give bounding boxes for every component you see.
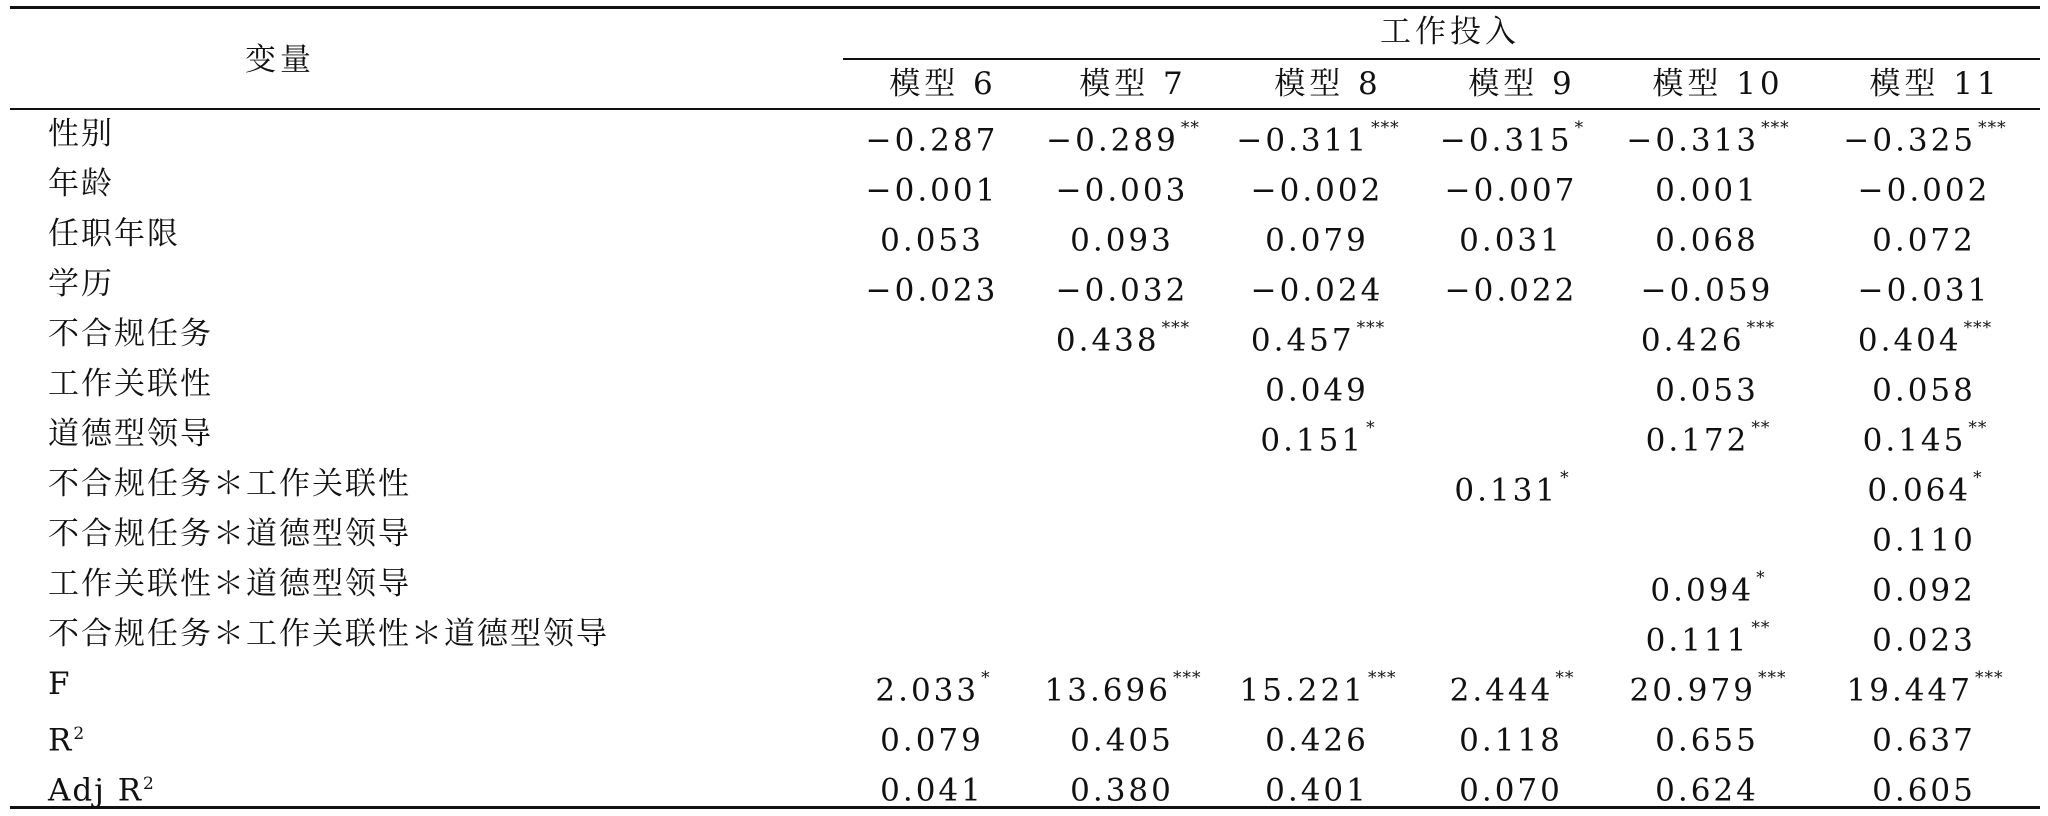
coefficient-cell: [838, 264, 1028, 310]
row-label-text: 任职年限: [48, 216, 180, 252]
coefficient-cell: [1830, 314, 2020, 360]
row-label-text: R: [48, 722, 74, 759]
coefficient-value: −0.023: [865, 272, 999, 309]
coefficient-cell: [1830, 514, 2020, 560]
coefficient-cell: [1223, 664, 1413, 710]
coefficient-cell: [1613, 764, 1803, 810]
row-label-text: Adj R: [48, 772, 144, 809]
significance-stars: ***: [1172, 668, 1202, 688]
significance-stars: ***: [1746, 318, 1776, 338]
significance-stars: **: [1180, 118, 1200, 138]
coefficient-cell: [1417, 764, 1607, 810]
coefficient-value: −0.311: [1236, 122, 1370, 159]
coefficient-cell: [838, 214, 1028, 260]
coefficient-cell: [1028, 714, 1218, 760]
coefficient-value: 0.624: [1655, 772, 1759, 809]
significance-stars: ***: [1371, 118, 1400, 138]
coefficient-value: 0.031: [1459, 222, 1563, 259]
coefficient-cell: [1028, 164, 1218, 210]
significance-stars: ***: [1978, 118, 2007, 138]
coefficient-cell: [1613, 664, 1803, 710]
coefficient-cell: [1417, 464, 1607, 510]
coefficient-value: 0.094: [1650, 572, 1755, 609]
significance-stars: *: [1366, 418, 1376, 438]
coefficient-cell: [1028, 664, 1218, 710]
row-label: [48, 464, 411, 504]
coefficient-cell: [1028, 314, 1218, 360]
coefficient-cell: [1028, 264, 1218, 310]
coefficient-value: 0.079: [880, 722, 984, 759]
coefficient-cell: [1028, 214, 1218, 260]
coefficient-value: 0.001: [1655, 172, 1759, 209]
coefficient-cell: [1830, 614, 2020, 660]
coefficient-value: 0.110: [1872, 522, 1976, 559]
row-label-text: 性别: [48, 116, 114, 152]
coefficient-cell: [1613, 114, 1803, 160]
significance-stars: **: [1751, 618, 1771, 638]
coefficient-value: 13.696: [1044, 672, 1171, 709]
coefficient-value: 0.637: [1872, 722, 1976, 759]
model-header-9: 模型 9: [1468, 66, 1576, 102]
significance-stars: ***: [1757, 668, 1787, 688]
coefficient-cell: [1223, 114, 1413, 160]
model-header-7: 模型 7: [1079, 66, 1187, 102]
row-label-text: 学历: [48, 266, 114, 302]
significance-stars: **: [1555, 668, 1575, 688]
coefficient-value: 19.447: [1846, 672, 1973, 709]
coefficient-value: −0.032: [1055, 272, 1189, 309]
coefficient-cell: [838, 114, 1028, 160]
coefficient-value: 0.118: [1459, 722, 1563, 759]
coefficient-value: 0.070: [1459, 772, 1563, 809]
row-label: [48, 414, 213, 454]
coefficient-value: −0.001: [865, 172, 999, 209]
coefficient-cell: [838, 164, 1028, 210]
coefficient-cell: [1613, 714, 1803, 760]
row-label: [48, 614, 609, 654]
coefficient-value: 0.079: [1265, 222, 1369, 259]
significance-stars: ***: [1367, 668, 1397, 688]
coefficient-cell: [1613, 214, 1803, 260]
coefficient-value: 2.444: [1449, 672, 1554, 709]
coefficient-cell: [1417, 114, 1607, 160]
coefficient-value: 0.405: [1070, 722, 1174, 759]
coefficient-value: 0.401: [1265, 772, 1369, 809]
model-header-8: 模型 8: [1274, 66, 1382, 102]
coefficient-value: 0.053: [1655, 372, 1759, 409]
row-label: [48, 514, 411, 554]
coefficient-value: 0.426: [1640, 322, 1745, 359]
coefficient-cell: [1830, 114, 2020, 160]
coefficient-value: 0.064: [1867, 472, 1972, 509]
row-label: [48, 314, 213, 354]
model-header-6: 模型 6: [889, 66, 997, 102]
row-label: [48, 214, 180, 254]
row-label: [48, 164, 114, 204]
coefficient-cell: [1223, 714, 1413, 760]
significance-stars: *: [1756, 568, 1766, 588]
coefficient-value: 0.426: [1265, 722, 1369, 759]
row-label-text: 道德型领导: [48, 416, 213, 452]
coefficient-cell: [1417, 664, 1607, 710]
significance-stars: **: [1751, 418, 1771, 438]
coefficient-value: −0.031: [1857, 272, 1991, 309]
dependent-variable-header: 工作投入: [1380, 14, 1520, 50]
coefficient-cell: [1613, 414, 1803, 460]
coefficient-cell: [1417, 214, 1607, 260]
coefficient-cell: [1830, 664, 2020, 710]
row-label: [48, 714, 86, 760]
coefficient-cell: [1830, 264, 2020, 310]
coefficient-cell: [1613, 164, 1803, 210]
coefficient-value: 0.058: [1872, 372, 1976, 409]
coefficient-cell: [1223, 364, 1413, 410]
coefficient-value: −0.289: [1046, 122, 1179, 159]
coefficient-value: −0.313: [1626, 122, 1760, 159]
coefficient-value: 0.404: [1857, 322, 1962, 359]
row-label-text: 不合规任务: [48, 316, 213, 352]
coefficient-cell: [1223, 314, 1413, 360]
model-header-10: 模型 10: [1652, 66, 1784, 102]
coefficient-cell: [1223, 264, 1413, 310]
significance-stars: **: [1968, 418, 1988, 438]
coefficient-cell: [1830, 764, 2020, 810]
significance-stars: ***: [1974, 668, 2004, 688]
coefficient-value: 0.068: [1655, 222, 1759, 259]
coefficient-value: −0.002: [1250, 172, 1384, 209]
coefficient-cell: [1223, 164, 1413, 210]
significance-stars: *: [1560, 468, 1570, 488]
coefficient-value: 0.049: [1265, 372, 1369, 409]
coefficient-cell: [1417, 714, 1607, 760]
row-label-superscript: 2: [143, 774, 156, 794]
coefficient-cell: [838, 664, 1028, 710]
coefficient-value: 0.072: [1872, 222, 1976, 259]
group-rule: [843, 58, 2040, 60]
row-label-text: 不合规任务＊道德型领导: [48, 516, 411, 552]
coefficient-cell: [1830, 714, 2020, 760]
coefficient-cell: [1417, 164, 1607, 210]
coefficient-cell: [1830, 164, 2020, 210]
variable-header: 变量: [245, 42, 315, 78]
row-label: [48, 364, 213, 404]
row-label: [48, 264, 114, 304]
header-rule: [10, 108, 2040, 110]
coefficient-value: −0.024: [1250, 272, 1384, 309]
row-label-text: 不合规任务＊工作关联性: [48, 466, 411, 502]
coefficient-value: −0.002: [1857, 172, 1991, 209]
coefficient-value: 0.092: [1872, 572, 1976, 609]
coefficient-cell: [1613, 264, 1803, 310]
coefficient-value: −0.287: [865, 122, 999, 159]
coefficient-value: −0.022: [1444, 272, 1578, 309]
row-label-text: 年龄: [48, 166, 114, 202]
coefficient-cell: [1223, 764, 1413, 810]
row-label-text: F: [48, 666, 72, 702]
row-label-text: 工作关联性＊道德型领导: [48, 566, 411, 602]
row-label-text: 工作关联性: [48, 366, 213, 402]
coefficient-value: 0.131: [1454, 472, 1559, 509]
coefficient-cell: [1417, 264, 1607, 310]
coefficient-value: −0.315: [1439, 122, 1573, 159]
coefficient-value: 0.380: [1070, 772, 1174, 809]
row-label-text: 不合规任务＊工作关联性＊道德型领导: [48, 616, 609, 652]
top-rule: [10, 6, 2040, 9]
coefficient-cell: [1830, 364, 2020, 410]
coefficient-value: −0.325: [1843, 122, 1977, 159]
coefficient-cell: [1613, 314, 1803, 360]
row-label: [48, 664, 72, 704]
coefficient-value: 0.093: [1070, 222, 1174, 259]
coefficient-value: 2.033: [875, 672, 980, 709]
coefficient-cell: [1028, 114, 1218, 160]
significance-stars: ***: [1356, 318, 1386, 338]
row-label: [48, 764, 156, 810]
coefficient-cell: [838, 764, 1028, 810]
coefficient-value: 0.438: [1055, 322, 1160, 359]
coefficient-value: 0.605: [1872, 772, 1976, 809]
coefficient-cell: [1613, 564, 1803, 610]
coefficient-value: −0.003: [1055, 172, 1189, 209]
coefficient-value: −0.007: [1444, 172, 1578, 209]
coefficient-value: 15.221: [1239, 672, 1366, 709]
coefficient-value: 0.145: [1862, 422, 1967, 459]
significance-stars: ***: [1161, 318, 1191, 338]
row-label: [48, 114, 114, 154]
coefficient-value: 0.053: [880, 222, 984, 259]
coefficient-cell: [1223, 214, 1413, 260]
row-label-superscript: 2: [73, 724, 87, 744]
coefficient-cell: [1830, 414, 2020, 460]
coefficient-cell: [1613, 614, 1803, 660]
coefficient-value: 0.023: [1872, 622, 1976, 659]
coefficient-cell: [838, 714, 1028, 760]
coefficient-cell: [1028, 764, 1218, 810]
coefficient-cell: [1223, 414, 1413, 460]
coefficient-value: 0.151: [1260, 422, 1365, 459]
coefficient-value: 0.111: [1645, 622, 1750, 659]
coefficient-cell: [1830, 214, 2020, 260]
significance-stars: ***: [1761, 118, 1790, 138]
significance-stars: *: [981, 668, 991, 688]
row-label: [48, 564, 411, 604]
significance-stars: ***: [1963, 318, 1993, 338]
coefficient-value: −0.059: [1640, 272, 1774, 309]
coefficient-value: 0.655: [1655, 722, 1759, 759]
coefficient-cell: [1830, 464, 2020, 510]
model-header-11: 模型 11: [1869, 66, 2001, 102]
coefficient-value: 0.172: [1645, 422, 1750, 459]
coefficient-value: 0.041: [880, 772, 984, 809]
coefficient-cell: [1613, 364, 1803, 410]
coefficient-value: 0.457: [1250, 322, 1355, 359]
coefficient-value: 20.979: [1629, 672, 1756, 709]
significance-stars: *: [1973, 468, 1983, 488]
coefficient-cell: [1830, 564, 2020, 610]
significance-stars: *: [1574, 118, 1585, 138]
